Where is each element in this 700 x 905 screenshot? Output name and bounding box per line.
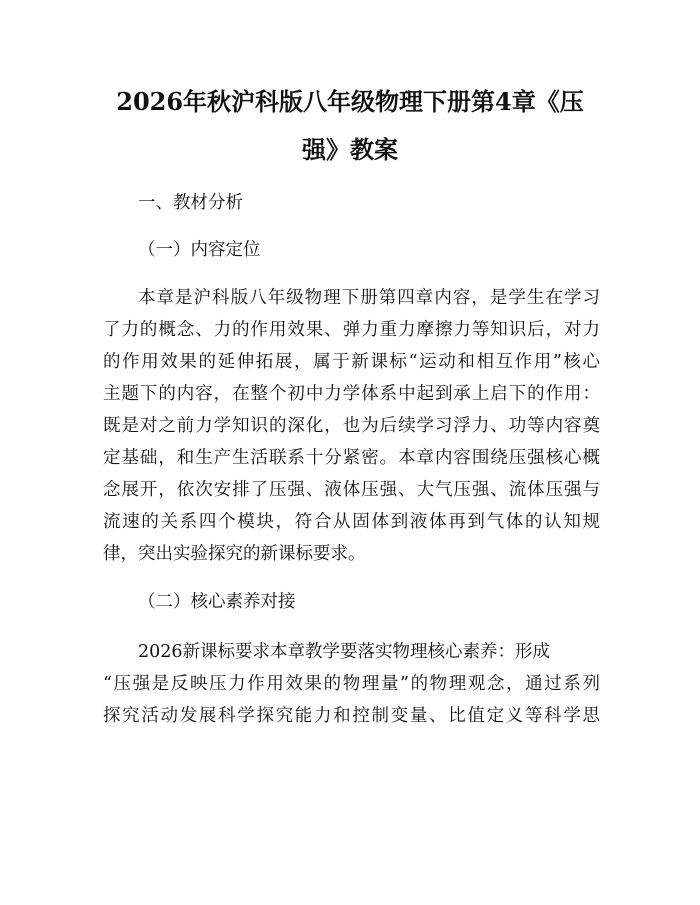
paragraph-line: 念展开，依次安排了压强、液体压强、大气压强、流体压强与 [103, 480, 600, 500]
paragraph-line: 了力的概念、力的作用效果、弹力重力摩擦力等知识后，对力 [103, 320, 600, 340]
paragraph-line: 探究活动发展科学探究能力和控制变量、比值定义等科学思 [103, 706, 600, 726]
paragraph-line: 主题下的内容，在整个初中力学体系中起到承上启下的作用： [103, 384, 600, 404]
document-title-line-1: 2026年秋沪科版八年级物理下册第4章《压 [116, 87, 584, 116]
paragraph-line: 的作用效果的延伸拓展，属于新课标“运动和相互作用”核心 [103, 352, 600, 372]
paragraph-line: 既是对之前力学知识的深化，也为后续学习浮力、功等内容奠 [103, 416, 600, 436]
subsection-heading-content-positioning: （一）内容定位 [138, 240, 261, 260]
document-title-line-2: 强》教案 [302, 135, 398, 164]
paragraph-line: 定基础，和生产生活联系十分紧密。本章内容围绕压强核心概 [103, 448, 600, 468]
subsection-heading-core-literacy: （二）核心素养对接 [138, 592, 296, 612]
paragraph-line: 流速的关系四个模块，符合从固体到液体再到气体的认知规 [103, 512, 600, 532]
paragraph-line: 2026新课标要求本章教学要落实物理核心素养：形成 [138, 642, 551, 662]
paragraph-line: 律，突出实验探究的新课标要求。 [103, 544, 366, 564]
paragraph-line: 本章是沪科版八年级物理下册第四章内容，是学生在学习 [138, 288, 600, 308]
section-heading-textbook-analysis: 一、教材分析 [138, 193, 243, 213]
paragraph-line: “压强是反映压力作用效果的物理量”的物理观念，通过系列 [103, 674, 600, 694]
